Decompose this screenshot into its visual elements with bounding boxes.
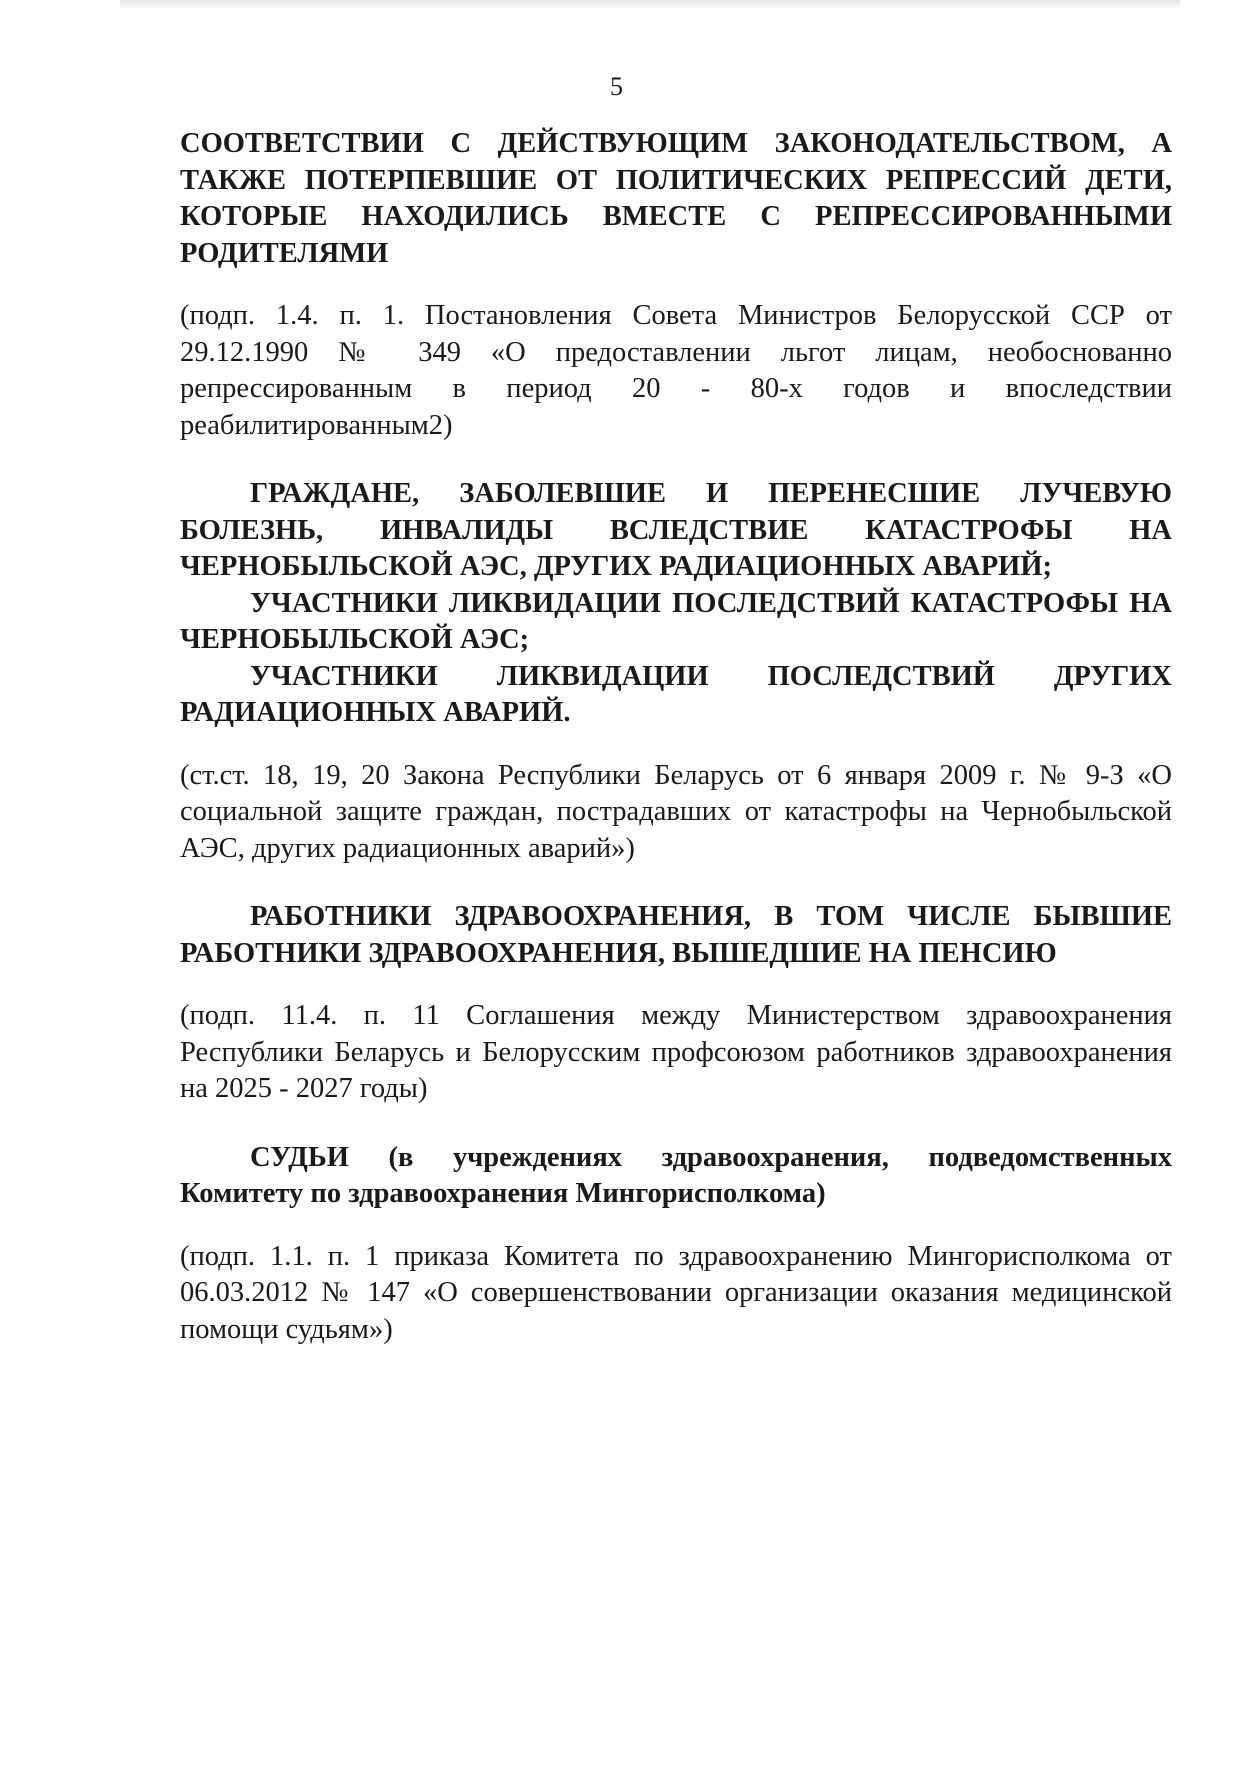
section-2-heading [180,476,1172,732]
section-1-heading: СООТВЕТСТВИИ С ДЕЙСТВУЮЩИМ ЗАКОНОДАТЕЛЬСТВОМ, А ТАКЖЕ ПОТЕРПЕВШИЕ ОТ ПОЛИТИЧЕСКИХ РЕПРЕССИЙ ДЕТИ, КОТОРЫЕ НАХОДИЛИСЬ ВМЕСТЕ С РЕПРЕССИРОВАННЫМИ РОДИТЕЛЯМИ [180,128,1172,269]
section-4-reference: (подп. 1.1. п. 1 приказа Комитета по здравоохранению Мингорисполкома от 06.03.2012 № 147 «О совершенствовании организации оказания медицинской помощи судьям») [180,1240,1172,1345]
section-1-reference: (подп. 1.4. п. 1. Постановления Совета Министров Белорусской ССР от 29.12.1990 № 349 «О предоставлении льгот лицам, необоснованно репрессированным в период 20 - 80-х годов и впоследствии реабилитированным2) [180,300,1172,441]
section-3-heading: РАБОТНИКИ ЗДРАВООХРАНЕНИЯ, В ТОМ ЧИСЛЕ БЫВШИЕ РАБОТНИКИ ЗДРАВООХРАНЕНИЯ, ВЫШЕДШИЕ НА ПЕНСИЮ [180,901,1172,969]
section-4-heading: СУДЬИ (в учреждениях здравоохранения, подведомственных Комитету по здравоохранения Мингорисполкома) [180,1141,1172,1209]
section-3-reference: (подп. 11.4. п. 11 Соглашения между Министерством здравоохранения Республики Беларусь и Белорусским профсоюзом работников здравоохранения на 2025 - 2027 годы) [180,1000,1172,1104]
section-2-heading-line-3: УЧАСТНИКИ ЛИКВИДАЦИИ ПОСЛЕДСТВИЙ ДРУГИХ РАДИАЦИОННЫХ АВАРИЙ. [180,660,1172,728]
section-2-heading-line-2: УЧАСТНИКИ ЛИКВИДАЦИИ ПОСЛЕДСТВИЙ КАТАСТРОФЫ НА ЧЕРНОБЫЛЬСКОЙ АЭС; [180,587,1172,655]
section-2-reference: (ст.ст. 18, 19, 20 Закона Республики Беларусь от 6 января 2009 г. № 9-З «О социальной защите граждан, пострадавших от катастрофы на Чернобыльской АЭС, других радиационных аварий») [180,759,1172,864]
scan-edge-shadow [120,0,1180,10]
document-body [180,126,1172,1348]
section-2-heading-line-1: ГРАЖДАНЕ, ЗАБОЛЕВШИЕ И ПЕРЕНЕСШИЕ ЛУЧЕВУЮ БОЛЕЗНЬ, ИНВАЛИДЫ ВСЛЕДСТВИЕ КАТАСТРОФЫ НА ЧЕРНОБЫЛЬСКОЙ АЭС, ДРУГИХ РАДИАЦИОННЫХ АВАРИЙ; [180,478,1172,582]
page-number: 5 [610,72,623,101]
